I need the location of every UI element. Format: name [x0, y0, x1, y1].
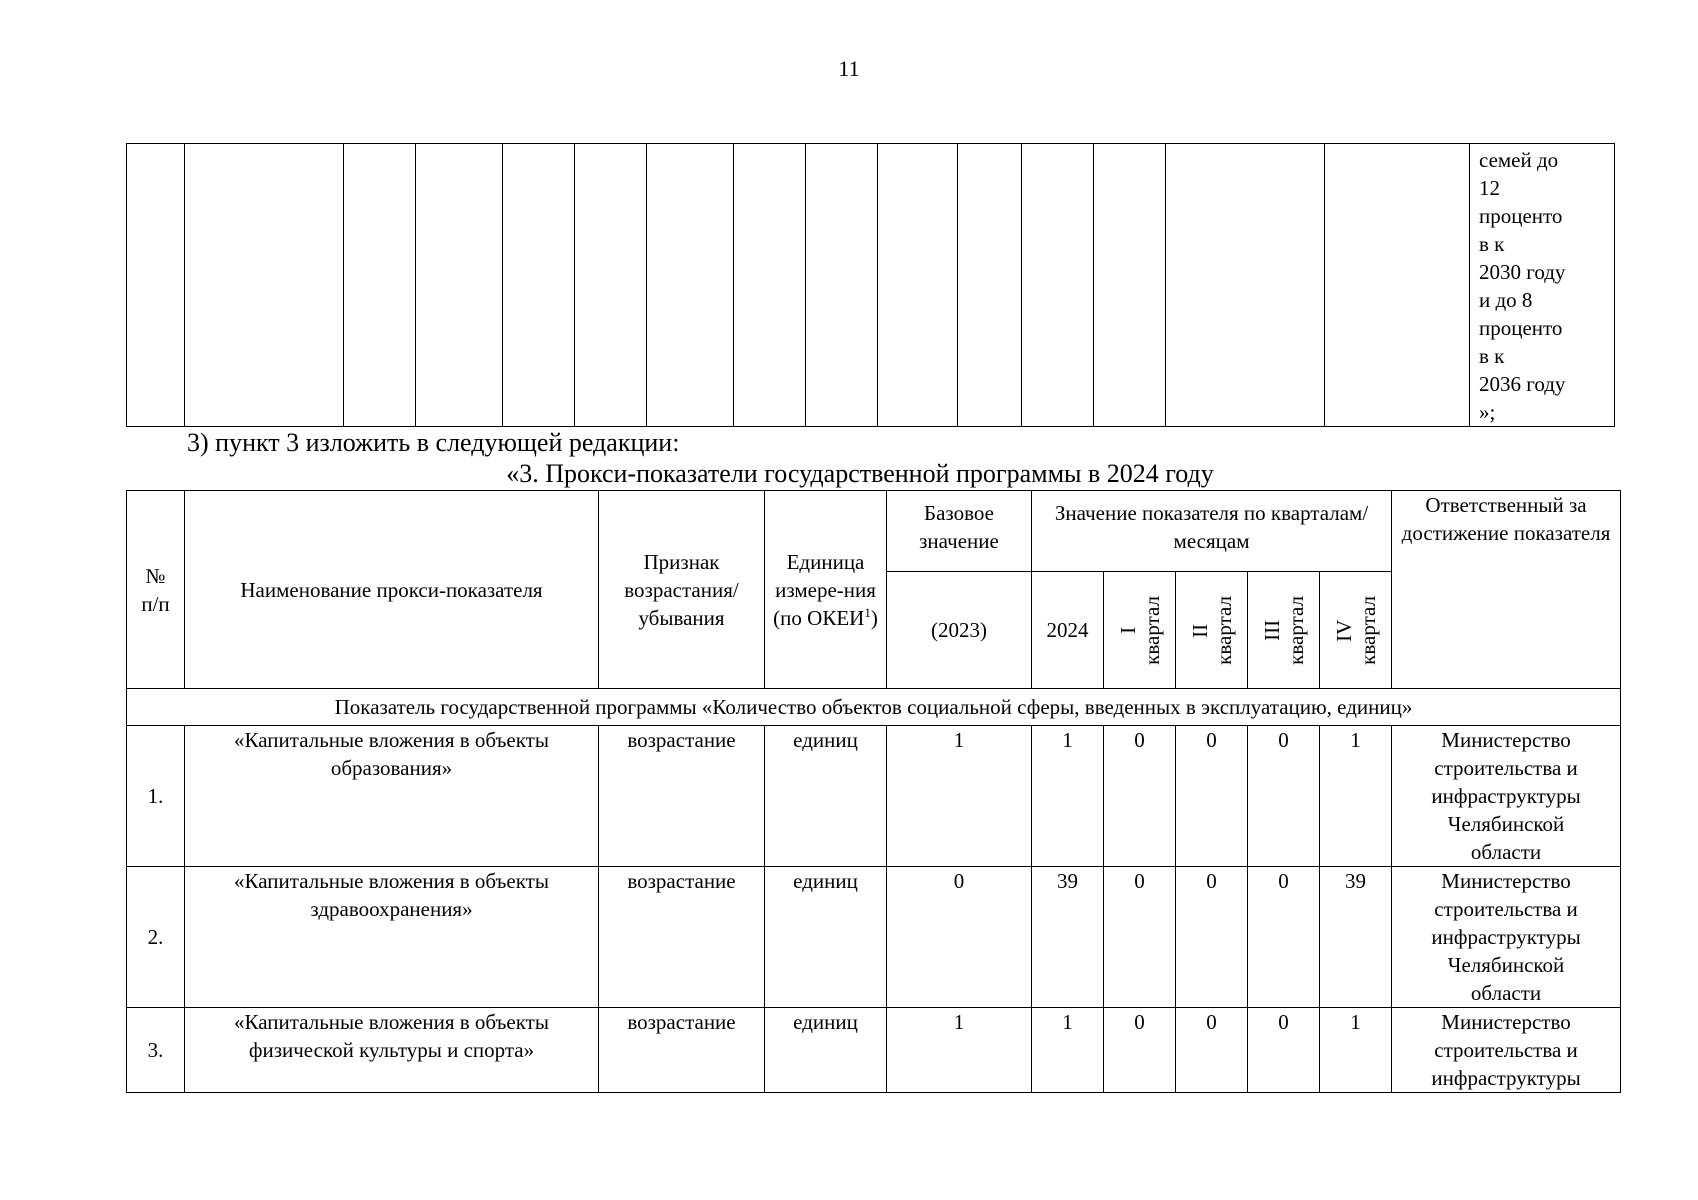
- row-num: 2.: [127, 867, 185, 1008]
- table-row: [127, 867, 1621, 1008]
- row-q3: 0: [1248, 726, 1320, 867]
- row-unit: единиц: [765, 726, 887, 867]
- row-2024: 1: [1032, 1008, 1104, 1093]
- header-sign: Признак возрастания/ убывания: [599, 491, 765, 689]
- header-q1: I квартал: [1104, 572, 1176, 689]
- table-row: [127, 726, 1621, 867]
- row-q2: 0: [1176, 726, 1248, 867]
- row-sign: возрастание: [599, 867, 765, 1008]
- row-sign: возрастание: [599, 1008, 765, 1093]
- header-base: Базовое значение: [887, 491, 1032, 572]
- page-number: 11: [838, 56, 860, 81]
- section-title: Показатель государственной программы «Количество объектов социальной сферы, введенных в эксплуатацию, единиц»: [127, 689, 1621, 726]
- row-unit: единиц: [765, 867, 887, 1008]
- proxy-indicators-table: [126, 490, 1621, 1093]
- header-q2: II квартал: [1176, 572, 1248, 689]
- section-row: [127, 689, 1621, 726]
- row-num: 1.: [127, 726, 185, 867]
- row-q2: 0: [1176, 1008, 1248, 1093]
- row-q1: 0: [1104, 867, 1176, 1008]
- row-2024: 1: [1032, 726, 1104, 867]
- header-row: [127, 491, 1621, 572]
- row-base: 1: [887, 1008, 1032, 1093]
- row-num: 3.: [127, 1008, 185, 1093]
- instruction-text: 3) пункт 3 изложить в следующей редакции:: [187, 428, 680, 457]
- row-q1: 0: [1104, 726, 1176, 867]
- table-row: [127, 1008, 1621, 1093]
- row-responsible: Министерство строительства и инфраструктуры: [1392, 1008, 1621, 1093]
- header-responsible: Ответственный за достижение показателя: [1392, 491, 1621, 689]
- row-q2: 0: [1176, 867, 1248, 1008]
- row-unit: единиц: [765, 1008, 887, 1093]
- header-base-year: (2023): [887, 572, 1032, 689]
- row-responsible: Министерство строительства и инфраструктуры Челябинской области: [1392, 726, 1621, 867]
- continuation-note: семей до 12 проценто в к 2030 году и до 8 проценто в к 2036 году »;: [1479, 148, 1566, 424]
- table-title: «3. Прокси-показатели государственной программы в 2024 году: [506, 459, 1214, 488]
- row-q4: 39: [1320, 867, 1392, 1008]
- row-name: «Капитальные вложения в объекты физической культуры и спорта»: [185, 1008, 599, 1093]
- row-q3: 0: [1248, 1008, 1320, 1093]
- header-q4: IV квартал: [1320, 572, 1392, 689]
- row-base: 0: [887, 867, 1032, 1008]
- row-name: «Капитальные вложения в объекты образования»: [185, 726, 599, 867]
- row-sign: возрастание: [599, 726, 765, 867]
- header-values: Значение показателя по кварталам/месяцам: [1032, 491, 1392, 572]
- continuation-note-cell: [1470, 144, 1615, 427]
- header-year: 2024: [1032, 572, 1104, 689]
- row-q3: 0: [1248, 867, 1320, 1008]
- row-q4: 1: [1320, 726, 1392, 867]
- header-q3: III квартал: [1248, 572, 1320, 689]
- header-name: Наименование прокси-показателя: [185, 491, 599, 689]
- row-name: «Капитальные вложения в объекты здравоохранения»: [185, 867, 599, 1008]
- row-q4: 1: [1320, 1008, 1392, 1093]
- continuation-table: [126, 143, 1615, 427]
- row-q1: 0: [1104, 1008, 1176, 1093]
- row-responsible: Министерство строительства и инфраструктуры Челябинской области: [1392, 867, 1621, 1008]
- row-2024: 39: [1032, 867, 1104, 1008]
- row-base: 1: [887, 726, 1032, 867]
- header-unit: Единица измере-ния (по ОКЕИ$^1$): [765, 491, 887, 689]
- header-num: № п/п: [127, 491, 185, 689]
- continuation-row: [127, 144, 1615, 427]
